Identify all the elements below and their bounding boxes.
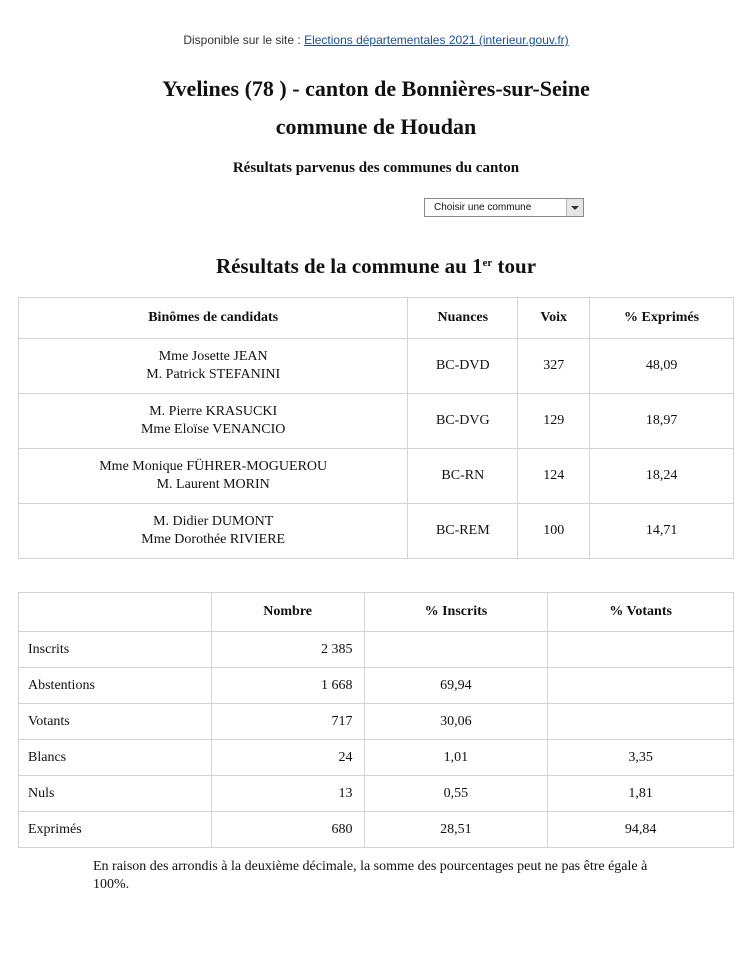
stats-table (18, 592, 734, 848)
pct-cell: 18,24 (590, 449, 734, 504)
table-row (19, 449, 734, 504)
chevron-down-icon[interactable] (566, 199, 583, 216)
results-title-tail: tour (492, 254, 537, 278)
stat-label: Inscrits (19, 632, 212, 668)
header-nuances: Nuances (408, 298, 518, 339)
candidate-name: M. Patrick STEFANINI (146, 367, 281, 382)
candidate-name: Mme Monique FÜHRER-MOGUEROU (99, 459, 328, 474)
stat-pct-inscrits (364, 632, 548, 668)
stat-pct-votants: 94,84 (548, 812, 734, 848)
header-empty (19, 593, 212, 632)
stat-nombre: 680 (211, 812, 364, 848)
stat-label: Blancs (19, 740, 212, 776)
candidate-name: Mme Josette JEAN (158, 349, 268, 364)
candidate-pair (19, 449, 408, 504)
table-row (19, 668, 734, 704)
results-title-sup: er (482, 257, 493, 269)
stat-nombre: 1 668 (211, 668, 364, 704)
pct-cell: 14,71 (590, 504, 734, 559)
voix-cell: 100 (518, 504, 590, 559)
stat-pct-votants (548, 632, 734, 668)
nuance-cell: BC-DVD (408, 339, 518, 394)
candidate-name: M. Laurent MORIN (156, 477, 270, 492)
stat-pct-inscrits: 0,55 (364, 776, 548, 812)
nuance-cell: BC-RN (408, 449, 518, 504)
stat-nombre: 2 385 (211, 632, 364, 668)
commune-select[interactable] (424, 198, 584, 217)
stat-label: Votants (19, 704, 212, 740)
stat-label: Exprimés (19, 812, 212, 848)
stat-label: Abstentions (19, 668, 212, 704)
stat-pct-inscrits: 69,94 (364, 668, 548, 704)
pct-cell: 18,97 (590, 394, 734, 449)
stat-pct-inscrits: 28,51 (364, 812, 548, 848)
stat-nombre: 24 (211, 740, 364, 776)
page-title-line2: commune de Houdan (275, 114, 477, 139)
table-row (19, 740, 734, 776)
stat-pct-votants: 1,81 (548, 776, 734, 812)
pct-cell: 48,09 (590, 339, 734, 394)
stat-pct-inscrits: 30,06 (364, 704, 548, 740)
voix-cell: 129 (518, 394, 590, 449)
page-title-line1: Yvelines (78 ) - canton de Bonnières-sur-Seine (162, 76, 590, 101)
header-pct-votants: % Votants (548, 593, 734, 632)
source-prefix: Disponible sur le site : (183, 33, 305, 47)
table-row (19, 504, 734, 559)
candidate-name: Mme Eloïse VENANCIO (140, 422, 286, 437)
stat-pct-votants (548, 668, 734, 704)
source-line (0, 33, 752, 47)
commune-select-value: Choisir une commune (434, 202, 532, 213)
stat-pct-inscrits: 1,01 (364, 740, 548, 776)
candidates-header-row (19, 298, 734, 339)
stat-nombre: 717 (211, 704, 364, 740)
page-subtitle: Résultats parvenus des communes du canton (232, 160, 520, 176)
candidates-table (18, 297, 734, 559)
table-row (19, 339, 734, 394)
table-row (19, 776, 734, 812)
results-title-main: Résultats de la commune au 1 (215, 254, 483, 278)
candidate-name: M. Pierre KRASUCKI (149, 404, 278, 419)
stat-pct-votants: 3,35 (548, 740, 734, 776)
header-exprimes: % Exprimés (590, 298, 734, 339)
rounding-footnote: En raison des arrondis à la deuxième décimale, la somme des pourcentages peut ne pas être égale à 100%. (93, 859, 648, 892)
source-link[interactable]: Elections départementales 2021 (interieur.gouv.fr) (304, 33, 569, 47)
stat-label: Nuls (19, 776, 212, 812)
voix-cell: 327 (518, 339, 590, 394)
table-row (19, 812, 734, 848)
results-title (0, 254, 752, 279)
header-nombre: Nombre (211, 593, 364, 632)
stat-pct-votants (548, 704, 734, 740)
candidate-name: M. Didier DUMONT (153, 514, 274, 529)
header-binomes: Binômes de candidats (19, 298, 408, 339)
candidate-pair (19, 339, 408, 394)
stats-header-row (19, 593, 734, 632)
candidate-pair (19, 394, 408, 449)
candidate-name: Mme Dorothée RIVIERE (141, 532, 286, 547)
table-row (19, 632, 734, 668)
table-row (19, 704, 734, 740)
voix-cell: 124 (518, 449, 590, 504)
header-pct-inscrits: % Inscrits (364, 593, 548, 632)
table-row (19, 394, 734, 449)
nuance-cell: BC-REM (408, 504, 518, 559)
candidate-pair (19, 504, 408, 559)
header-voix: Voix (518, 298, 590, 339)
nuance-cell: BC-DVG (408, 394, 518, 449)
stat-nombre: 13 (211, 776, 364, 812)
